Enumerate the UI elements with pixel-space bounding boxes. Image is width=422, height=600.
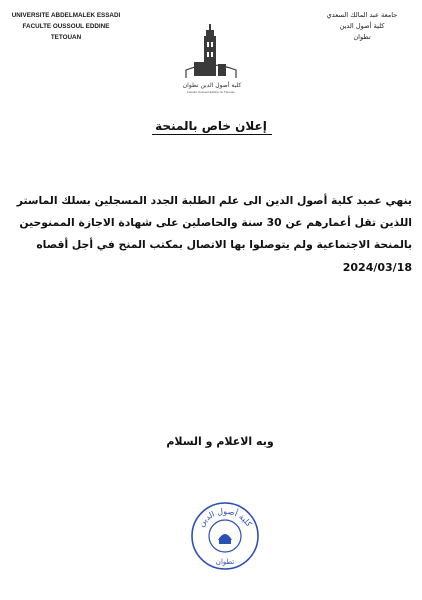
closing-salutation: وبه الاعلام و السلام [166,435,274,448]
official-stamp [189,500,261,572]
body-line: ينهي عميد كلية أصول الدين الى علم الطلبة الجدد المسجلين بسلك الماستر [16,194,412,207]
university-header-arabic [312,10,412,43]
stamp-city: تطوان [215,558,235,566]
title-underline [152,134,272,135]
announcement-body [16,190,412,256]
body-line: بالمنحة الاجتماعية ولم يتوصلوا بها الاتصال بمكتب المنح في أجل أقصاه [36,238,412,251]
body-line: اللذين تقل أعمارهم عن 30 سنة والحاصلين على شهادة الاجازة الممنوحين [19,216,412,229]
university-header-latin [10,10,122,43]
city-name-arabic: تطوان [353,33,371,41]
stamp-text: كلية أصول الدين [196,506,254,529]
deadline-date: 2024/03/18 [342,261,412,274]
logo-caption: كلية أصول الدين تطوان [182,82,242,89]
city-name-latin: TETOUAN [50,34,82,41]
university-name-arabic: جامعة عبد المالك السعدي [326,11,398,19]
faculty-name-arabic: كلية أصول الدين [339,22,385,30]
faculty-name-latin: FACULTE OUSSOUL EDDINE [22,23,110,30]
logo-subcaption: Faculté Oussoul Eddine de Tétouan [187,90,235,94]
university-name-latin: UNIVERSITE ABDELMALEK ESSADI [11,12,121,19]
announcement-title: إعلان خاص بالمنحة [155,119,267,133]
